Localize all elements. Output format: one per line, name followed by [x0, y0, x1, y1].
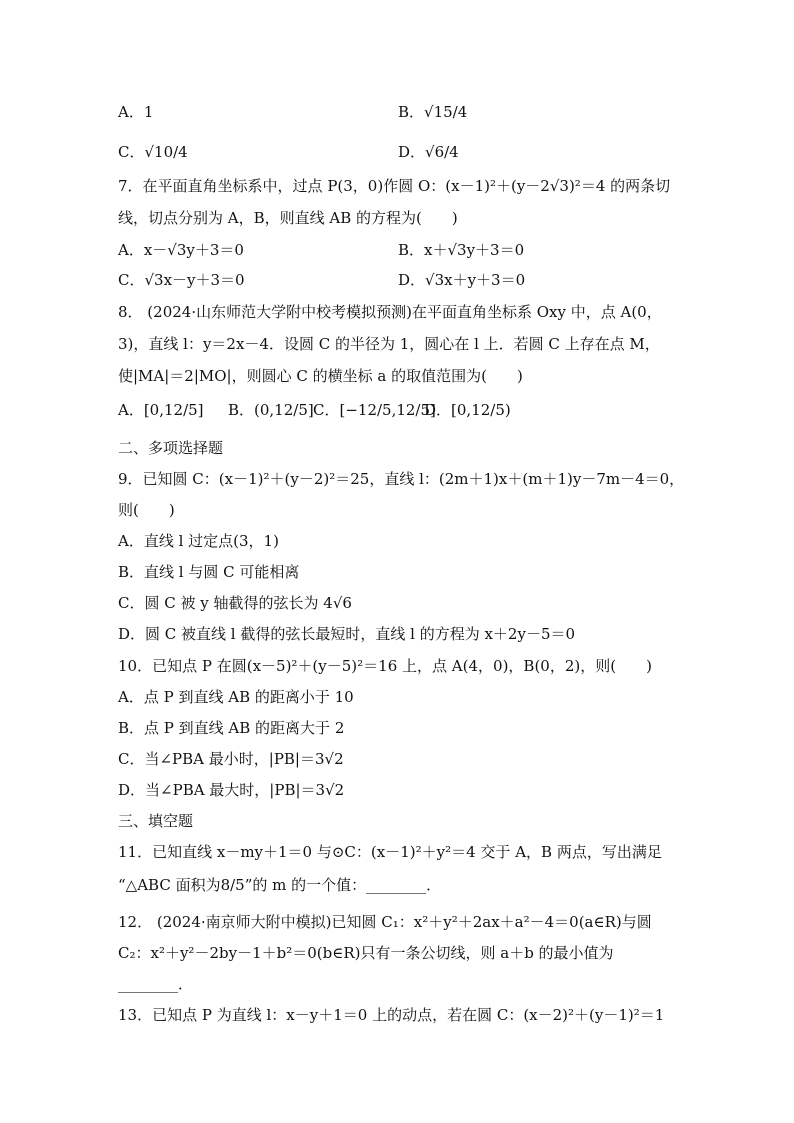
q10-stem: 10．已知点 P 在圆(x－5)²＋(y－5)²＝16 上，点 A(4，0)，B(0，2)，则( ) — [118, 657, 652, 675]
q12-stem-line2: C₂：x²＋y²－2by－1＋b²＝0(b∈R)只有一条公切线，则 a＋b 的最小值为 — [118, 944, 614, 962]
q6-option-b: B．√15/4 — [398, 103, 468, 121]
q9-option-d: D．圆 C 被直线 l 截得的弦长最短时，直线 l 的方程为 x＋2y－5＝0 — [118, 625, 576, 643]
q10-option-b: B．点 P 到直线 AB 的距离大于 2 — [118, 719, 345, 737]
q7-stem-line1: 7．在平面直角坐标系中，过点 P(3，0)作圆 O：(x－1)²＋(y－2√3)²＝4 的两条切 — [118, 177, 671, 195]
q8-option-b: B．(0,12/5] — [228, 401, 314, 419]
q9-stem-line2: 则( ) — [118, 501, 175, 519]
q11-stem-line1: 11．已知直线 x－my＋1＝0 与⊙C：(x－1)²＋y²＝4 交于 A，B 两点，写出满足 — [118, 843, 662, 861]
section-fill-blank-heading: 三、填空题 — [118, 812, 194, 830]
q10-option-c: C．当∠PBA 最小时，|PB|＝3√2 — [118, 750, 344, 768]
q9-option-a: A．直线 l 过定点(3，1) — [118, 532, 279, 550]
q13-stem-line1: 13．已知点 P 为直线 l：x－y＋1＝0 上的动点，若在圆 C：(x－2)²＋(y－1)²＝1 — [118, 1006, 665, 1024]
q8-option-d: D．[0,12/5) — [424, 401, 511, 419]
q12-stem-line3: ________． — [118, 975, 194, 993]
q10-option-a: A．点 P 到直线 AB 的距离小于 10 — [118, 688, 354, 706]
q12-stem-line1: 12． (2024·南京师大附中模拟)已知圆 C₁：x²＋y²＋2ax＋a²－4＝0(a∈R)与圆 — [118, 913, 652, 931]
q8-options-row — [118, 399, 678, 421]
q8-stem-line3: 使|MA|＝2|MO|，则圆心 C 的横坐标 a 的取值范围为( ) — [118, 367, 523, 385]
q6-option-c: C．√10/4 — [118, 143, 188, 161]
q7-option-d: D．√3x＋y＋3＝0 — [398, 271, 526, 289]
q8-option-c: C．[−12/5,12/5] — [313, 401, 436, 419]
q7-option-a: A．x－√3y＋3＝0 — [118, 241, 244, 259]
q10-option-d: D．当∠PBA 最大时，|PB|＝3√2 — [118, 781, 345, 799]
q7-option-c: C．√3x－y＋3＝0 — [118, 271, 245, 289]
q6-option-a: A．1 — [118, 103, 154, 121]
q7-option-b: B．x＋√3y＋3＝0 — [398, 241, 525, 259]
q11-stem-line2: “△ABC 面积为8/5”的 m 的一个值：________． — [118, 876, 442, 894]
q8-stem-line1: 8． (2024·山东师范大学附中校考模拟预测)在平面直角坐标系 Oxy 中，点 A(0， — [118, 303, 662, 321]
q9-option-b: B．直线 l 与圆 C 可能相离 — [118, 563, 300, 581]
q9-stem-line1: 9．已知圆 C：(x－1)²＋(y－2)²＝25，直线 l：(2m＋1)x＋(m＋1)y－7m－4＝0， — [118, 470, 685, 488]
q8-stem-line2: 3)，直线 l：y＝2x－4．设圆 C 的半径为 1，圆心在 l 上．若圆 C 上存在点 M， — [118, 335, 660, 353]
q7-stem-line2: 线，切点分别为 A，B，则直线 AB 的方程为( ) — [118, 209, 458, 227]
section-multiple-choice-heading: 二、多项选择题 — [118, 439, 224, 457]
q9-option-c: C．圆 C 被 y 轴截得的弦长为 4√6 — [118, 594, 352, 612]
q8-option-a: A．[0,12/5] — [118, 401, 204, 419]
q6-option-d: D．√6/4 — [398, 143, 459, 161]
